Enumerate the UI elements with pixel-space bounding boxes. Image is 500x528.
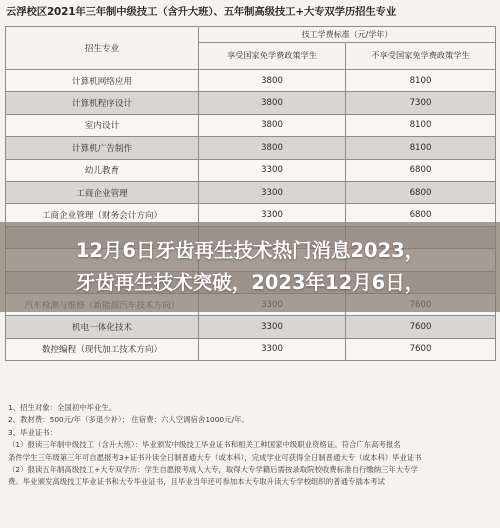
table-row xyxy=(6,92,496,114)
note-line: 2、教材费：500元/年（多退少补）； 住宿费：六人空调宿舍1000元/年。 xyxy=(8,415,249,425)
major-cell: 工商企业管理 xyxy=(6,181,199,203)
header-major: 招生专业 xyxy=(6,27,199,70)
headline-line-1: 12月6日牙齿再生技术热门消息2023， xyxy=(75,239,425,262)
major-cell: 计算机网络应用 xyxy=(6,70,199,92)
table-header-row xyxy=(6,27,496,43)
note-line: 费。毕业颁发高级技工毕业证书和大专毕业证书，且毕业当年还可参加本大专取升读大专学校组织的普通专插本考试 xyxy=(8,477,385,487)
major-cell: 计算机程序设计 xyxy=(6,92,199,114)
major-cell: 数控编程（现代加工技术方向） xyxy=(6,338,199,360)
table-row xyxy=(6,137,496,159)
document-title: 云浮校区2021年三年制中级技工（含升大班）、五年制高级技工+大专双学历招生专业 xyxy=(6,6,397,18)
fee-free-cell: 3800 xyxy=(199,70,346,92)
major-cell: 计算机广告制作 xyxy=(6,137,199,159)
headline-banner xyxy=(0,222,500,312)
fee-free-cell: 3300 xyxy=(199,316,346,338)
fee-full-cell: 7600 xyxy=(346,316,496,338)
fee-full-cell: 6800 xyxy=(346,181,496,203)
fee-full-cell: 8100 xyxy=(346,114,496,136)
table-row xyxy=(6,114,496,136)
note-line: （1）报读三年制中级技工（含升大班）：毕业颁发中级技工毕业证书和相关工种国家中级职业资格证。符合广东高考报名 xyxy=(8,440,401,450)
note-line: 1、招生对象：全国初中毕业生。 xyxy=(8,403,117,412)
fee-free-cell: 3300 xyxy=(199,338,346,360)
major-cell: 幼儿教育 xyxy=(6,159,199,181)
fee-full-cell: 7300 xyxy=(346,92,496,114)
fee-free-cell: 3300 xyxy=(199,204,346,226)
fee-free-cell: 3800 xyxy=(199,114,346,136)
note-line: 条件学生三年级第三年可自愿报考3+证书升读全日制普通大专（或本科），完成学业可获得全日制普通大专（或本科）毕业证书 xyxy=(8,452,422,462)
headline-line-2: 牙齿再生技术突破，2023年12月6日， xyxy=(75,271,425,294)
fee-full-cell: 8100 xyxy=(346,70,496,92)
fee-free-cell: 3800 xyxy=(199,137,346,159)
fee-full-cell: 8100 xyxy=(346,137,496,159)
table-row xyxy=(6,181,496,203)
note-line: 3、毕业证书： xyxy=(8,427,58,437)
header-no-free-tuition: 不享受国家免学费政策学生 xyxy=(346,42,496,69)
header-fee-standard: 技工学费标准（元/学年） xyxy=(199,27,496,43)
table-row xyxy=(6,70,496,92)
fee-full-cell: 7600 xyxy=(346,338,496,360)
table-row xyxy=(6,159,496,181)
notes-section xyxy=(8,402,496,489)
fee-full-cell: 6800 xyxy=(346,159,496,181)
fee-free-cell: 3800 xyxy=(199,92,346,114)
major-cell: 机电一体化技术 xyxy=(6,316,199,338)
major-cell: 工商企业管理（财务会计方向） xyxy=(6,204,199,226)
table-row xyxy=(6,338,496,360)
header-free-tuition: 享受国家免学费政策学生 xyxy=(199,42,346,69)
fee-full-cell: 6800 xyxy=(346,204,496,226)
fee-free-cell: 3300 xyxy=(199,181,346,203)
fee-free-cell: 3300 xyxy=(199,159,346,181)
major-cell: 室内设计 xyxy=(6,114,199,136)
note-line: （2）报读五年制高级技工+大专双学历：学生自愿报考成人大专，取得大专学籍后需按录取院校收费标准自行缴纳三年大专学 xyxy=(8,465,418,475)
table-row xyxy=(6,316,496,338)
